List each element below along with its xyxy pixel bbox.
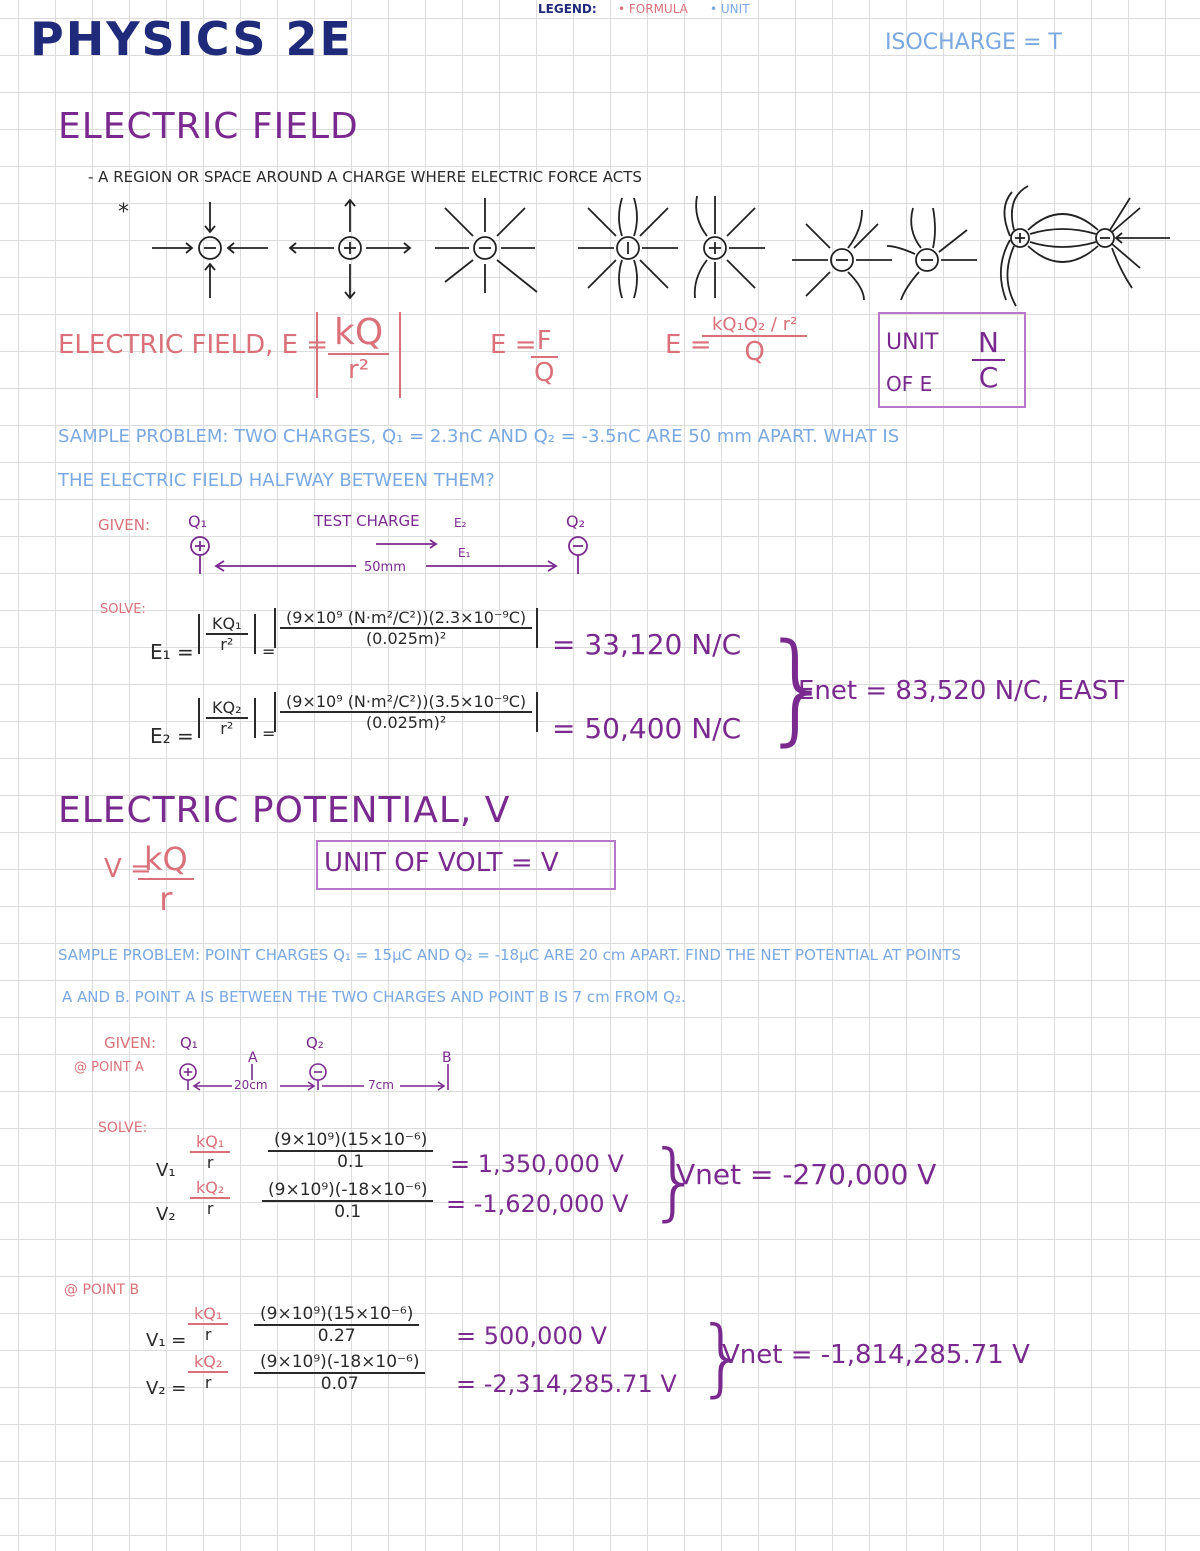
q1-label-2: Q₁	[180, 1034, 198, 1052]
sample2-charge-diagram	[172, 1064, 462, 1094]
point-b-label: B	[442, 1050, 452, 1066]
electric-field-formula-label: ELECTRIC FIELD, E =	[58, 330, 329, 360]
v1-sub-num: (9×10⁹)(15×10⁻⁶)	[268, 1130, 433, 1152]
potential-formula	[138, 840, 194, 918]
formula-2-lhs: E =	[490, 330, 537, 360]
v1-den: r	[206, 1153, 214, 1172]
sample-problem-2-line1: SAMPLE PROBLEM: POINT CHARGES Q₁ = 15μC AND Q₂ = -18μC ARE 20 cm APART. FIND THE NET POTENTIAL AT POINTS	[58, 946, 961, 964]
e1-abs-num: KQ₁	[206, 614, 248, 635]
b-v1-substitution	[254, 1304, 419, 1346]
b-v2-lhs: V₂ =	[146, 1378, 187, 1399]
at-point-b-label: @ POINT B	[64, 1282, 140, 1298]
v2-lhs: V₂	[156, 1204, 176, 1225]
e2-abs-fraction	[206, 698, 248, 738]
unit-numerator: N	[972, 326, 1005, 361]
b-v2-result: = -2,314,285.71 V	[456, 1370, 677, 1398]
e2-sub-den: (0.025m)²	[365, 713, 447, 732]
v2-result: = -1,620,000 V	[446, 1190, 629, 1218]
v2-num: kQ₂	[190, 1178, 230, 1199]
point-a-label: A	[248, 1050, 258, 1066]
v2-sub-num: (9×10⁹)(-18×10⁻⁶)	[262, 1180, 433, 1202]
e2-result: = 50,400 N/C	[552, 712, 742, 745]
b-v1-sub-num: (9×10⁹)(15×10⁻⁶)	[254, 1304, 419, 1326]
sample1-charge-diagram	[180, 530, 600, 590]
formula-3-lhs: E =	[665, 330, 712, 360]
positive-curved-field	[695, 196, 765, 298]
b-v2-num: kQ₂	[188, 1352, 228, 1373]
unit-denominator: C	[978, 361, 999, 394]
b-v1-lhs: V₁ =	[146, 1330, 187, 1351]
b-v1-num: kQ₁	[188, 1304, 228, 1325]
legend-formula: • FORMULA	[618, 2, 688, 16]
e1-sub-num: (9×10⁹ (N·m²/C²))(2.3×10⁻⁹C)	[280, 608, 532, 629]
f2-numerator: F	[531, 326, 558, 358]
electric-field-heading: ELECTRIC FIELD	[58, 106, 359, 147]
given-label-1: GIVEN:	[98, 516, 151, 534]
b-v2-sub-num: (9×10⁹)(-18×10⁻⁶)	[254, 1352, 425, 1374]
distance-7cm: 7cm	[368, 1078, 394, 1092]
e2-substitution	[280, 692, 532, 732]
b-v1-den: r	[204, 1325, 212, 1344]
e1-lhs: E₁ =	[150, 640, 194, 664]
brace-2: }	[648, 1132, 702, 1230]
b-v1-formula	[188, 1304, 228, 1344]
v1-formula	[190, 1132, 230, 1172]
unit-label-line1: UNIT	[886, 330, 939, 355]
electric-field-definition: - A REGION OR SPACE AROUND A CHARGE WHERE ELECTRIC FORCE ACTS	[88, 168, 642, 186]
electric-potential-heading: ELECTRIC POTENTIAL, V	[58, 790, 511, 831]
enet-result: Enet = 83,520 N/C, EAST	[798, 676, 1125, 706]
v2-sub-den: 0.1	[334, 1202, 362, 1222]
e1-substitution	[280, 608, 532, 648]
b-v2-formula	[188, 1352, 228, 1392]
brace-3: }	[696, 1308, 750, 1406]
formula-e-equals-f-over-q	[528, 326, 560, 388]
test-charge-label: TEST CHARGE	[314, 512, 420, 530]
vnet-a-result: Vnet = -270,000 V	[676, 1158, 937, 1191]
f2-denominator: Q	[534, 358, 555, 388]
e2-abs-num: KQ₂	[206, 698, 248, 719]
at-point-a-label: @ POINT A	[74, 1060, 144, 1075]
e1-sub-den: (0.025m)²	[365, 629, 447, 648]
v1-lhs: V₁	[156, 1160, 176, 1181]
v2-substitution	[262, 1180, 433, 1222]
potential-formula-num: kQ	[138, 840, 194, 880]
e1-result: = 33,120 N/C	[552, 628, 742, 661]
sample-problem-1-line2: THE ELECTRIC FIELD HALFWAY BETWEEN THEM?	[58, 470, 495, 491]
given-label-2: GIVEN:	[104, 1034, 157, 1052]
q2-label-2: Q₂	[306, 1034, 324, 1052]
b-v2-sub-den: 0.07	[320, 1374, 359, 1394]
formula-denominator: r²	[348, 355, 370, 385]
b-v1-sub-den: 0.27	[317, 1326, 356, 1346]
sample-problem-2-line2: A AND B. POINT A IS BETWEEN THE TWO CHARGES AND POINT B IS 7 cm FROM Q₂.	[62, 988, 686, 1006]
unit-label-line2: OF E	[886, 372, 933, 396]
electric-field-formula	[328, 312, 389, 385]
e1-label-diagram: E₁	[458, 546, 471, 560]
dipole-field	[1001, 186, 1170, 306]
distance-label-1: 50mm	[364, 560, 406, 575]
legend-label: LEGEND:	[538, 2, 597, 16]
negative-charge-field	[152, 202, 268, 298]
f3-denominator: Q	[744, 337, 765, 367]
formula-e-coulomb-over-q	[702, 314, 807, 367]
solve-label-1: SOLVE:	[100, 602, 146, 617]
potential-formula-lhs: V =	[104, 854, 152, 884]
e2-lhs: E₂ =	[150, 724, 194, 748]
vnet-b-result: Vnet = -1,814,285.71 V	[722, 1340, 1030, 1370]
v1-sub-den: 0.1	[337, 1152, 365, 1172]
page-title: PHYSICS 2E	[30, 12, 353, 66]
brace-1: }	[760, 619, 837, 758]
e2-label-diagram: E₂	[454, 516, 467, 530]
e1-abs-den: r²	[220, 635, 234, 654]
star-mark: *	[118, 200, 129, 225]
negative-radial-field	[435, 198, 537, 293]
formula-numerator: kQ	[328, 312, 389, 355]
solve-label-2: SOLVE:	[98, 1120, 148, 1136]
distance-20cm: 20cm	[234, 1078, 268, 1092]
sample-problem-1-line1: SAMPLE PROBLEM: TWO CHARGES, Q₁ = 2.3nC AND Q₂ = -3.5nC ARE 50 mm APART. WHAT IS	[58, 426, 900, 447]
potential-formula-den: r	[159, 880, 173, 918]
legend-unit: • UNIT	[710, 2, 750, 16]
field-line-diagrams	[140, 190, 1200, 310]
unit-n-over-c	[972, 326, 1005, 394]
b-v1-result: = 500,000 V	[456, 1322, 608, 1350]
v2-den: r	[206, 1199, 214, 1218]
v1-num: kQ₁	[190, 1132, 230, 1153]
e2-abs-den: r²	[220, 719, 234, 738]
q2-label-1: Q₂	[566, 512, 586, 531]
positive-radial-field	[578, 198, 678, 298]
b-v2-substitution	[254, 1352, 425, 1394]
positive-charge-field	[290, 200, 410, 298]
negative-curved-field-2	[887, 208, 977, 300]
negative-curved-field	[792, 210, 892, 300]
v1-substitution	[268, 1130, 433, 1172]
q1-label-1: Q₁	[188, 512, 208, 531]
b-v2-den: r	[204, 1373, 212, 1392]
f3-numerator: kQ₁Q₂ / r²	[702, 314, 807, 337]
e1-abs-fraction	[206, 614, 248, 654]
v1-result: = 1,350,000 V	[450, 1150, 624, 1178]
v2-formula	[190, 1178, 230, 1218]
e2-sub-num: (9×10⁹ (N·m²/C²))(3.5×10⁻⁹C)	[280, 692, 532, 713]
isocharge-note: ISOCHARGE = T	[885, 30, 1062, 55]
unit-of-volt: UNIT OF VOLT = V	[324, 848, 559, 878]
